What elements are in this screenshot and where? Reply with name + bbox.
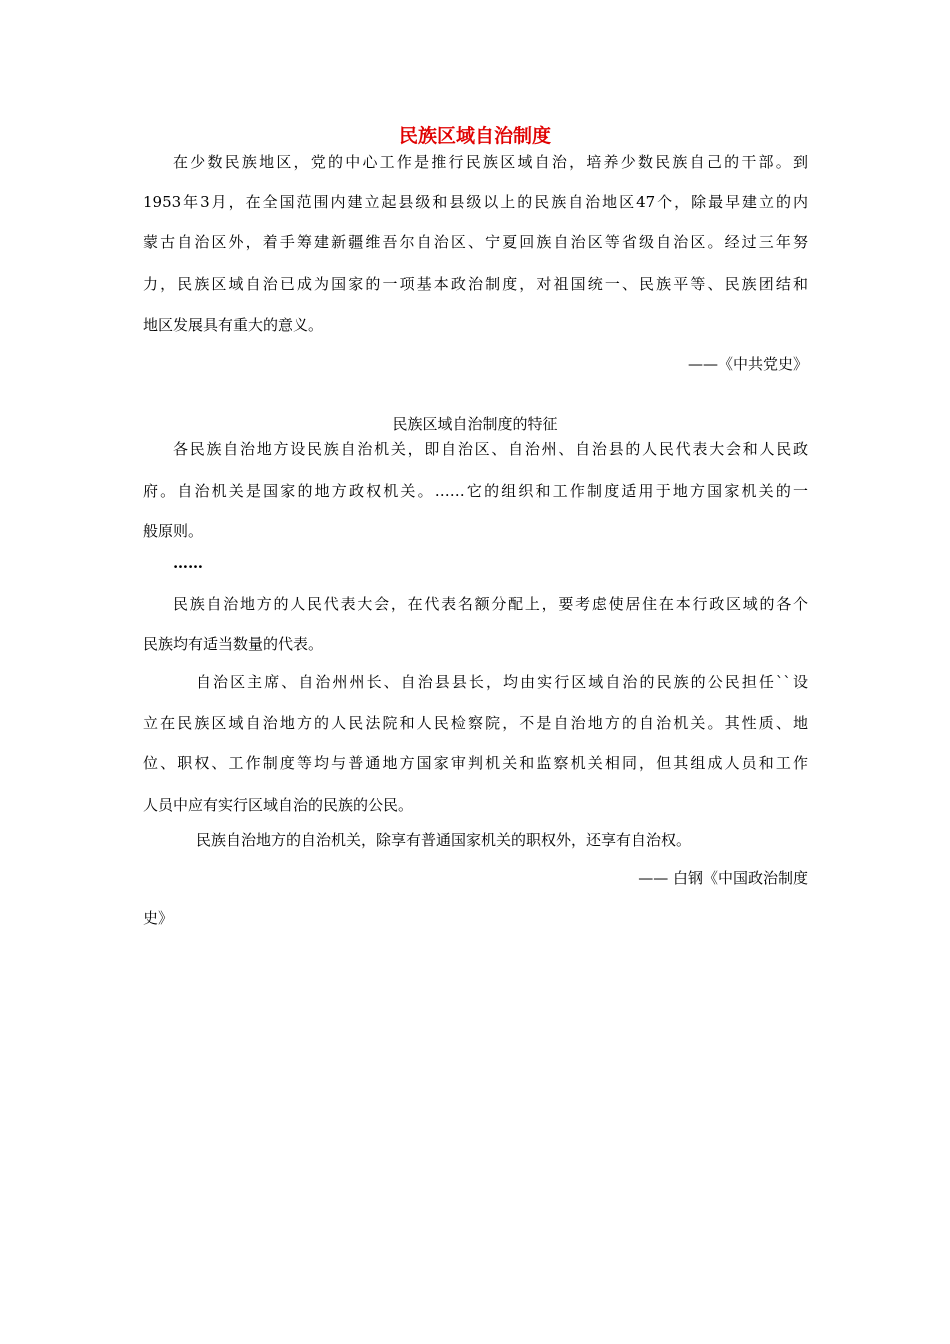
- section2-para3-line: 立在民族区域自治地方的人民法院和人民检察院，不是自治地方的自治机关。其性质、地: [143, 714, 808, 732]
- section2-para1-line: 各民族自治地方设民族自治机关，即自治区、自治州、自治县的人民代表大会和人民政: [173, 440, 808, 458]
- section1-line: 力，民族区域自治已成为国家的一项基本政治制度，对祖国统一、民族平等、民族团结和: [143, 275, 808, 293]
- section2-para4: 民族自治地方的自治机关，除享有普通国家机关的职权外，还享有自治权。: [196, 831, 692, 849]
- section2-para1-line: 般原则。: [143, 522, 204, 540]
- section1-line: 在少数民族地区，党的中心工作是推行民族区域自治，培养少数民族自己的干部。到: [173, 153, 808, 171]
- section2-source: —— 白钢《中国政治制度: [638, 869, 808, 887]
- section1-line: 1953年3月，在全国范围内建立起县级和县级以上的民族自治地区47个，除最早建立的内: [143, 193, 808, 211]
- section2-para3-line: 位、职权、工作制度等均与普通地方国家审判机关和监察机关相同，但其组成人员和工作: [143, 754, 808, 772]
- section2-source-continued: 史》: [143, 909, 174, 927]
- section2-para3-line: 人员中应有实行区域自治的民族的公民。: [143, 796, 414, 814]
- section1-line: 地区发展具有重大的意义。: [143, 316, 324, 334]
- document-title: 民族区域自治制度: [398, 125, 551, 147]
- section1-line: 蒙古自治区外，着手筹建新疆维吾尔自治区、宁夏回族自治区等省级自治区。经过三年努: [143, 233, 808, 251]
- section2-heading: 民族区域自治制度的特征: [392, 415, 558, 433]
- section2-para2-line: 民族自治地方的人民代表大会，在代表名额分配上，要考虑使居住在本行政区域的各个: [173, 595, 808, 613]
- section2-para2-line: 民族均有适当数量的代表。: [143, 635, 324, 653]
- section2-para3-line: 自治区主席、自治州州长、自治县县长，均由实行区域自治的民族的公民担任``设: [196, 673, 808, 691]
- section2-para1-line: 府。自治机关是国家的地方政权机关。……它的组织和工作制度适用于地方国家机关的一: [143, 482, 808, 500]
- section1-source: ——《中共党史》: [687, 355, 808, 373]
- ellipsis-mark: ……: [173, 554, 203, 572]
